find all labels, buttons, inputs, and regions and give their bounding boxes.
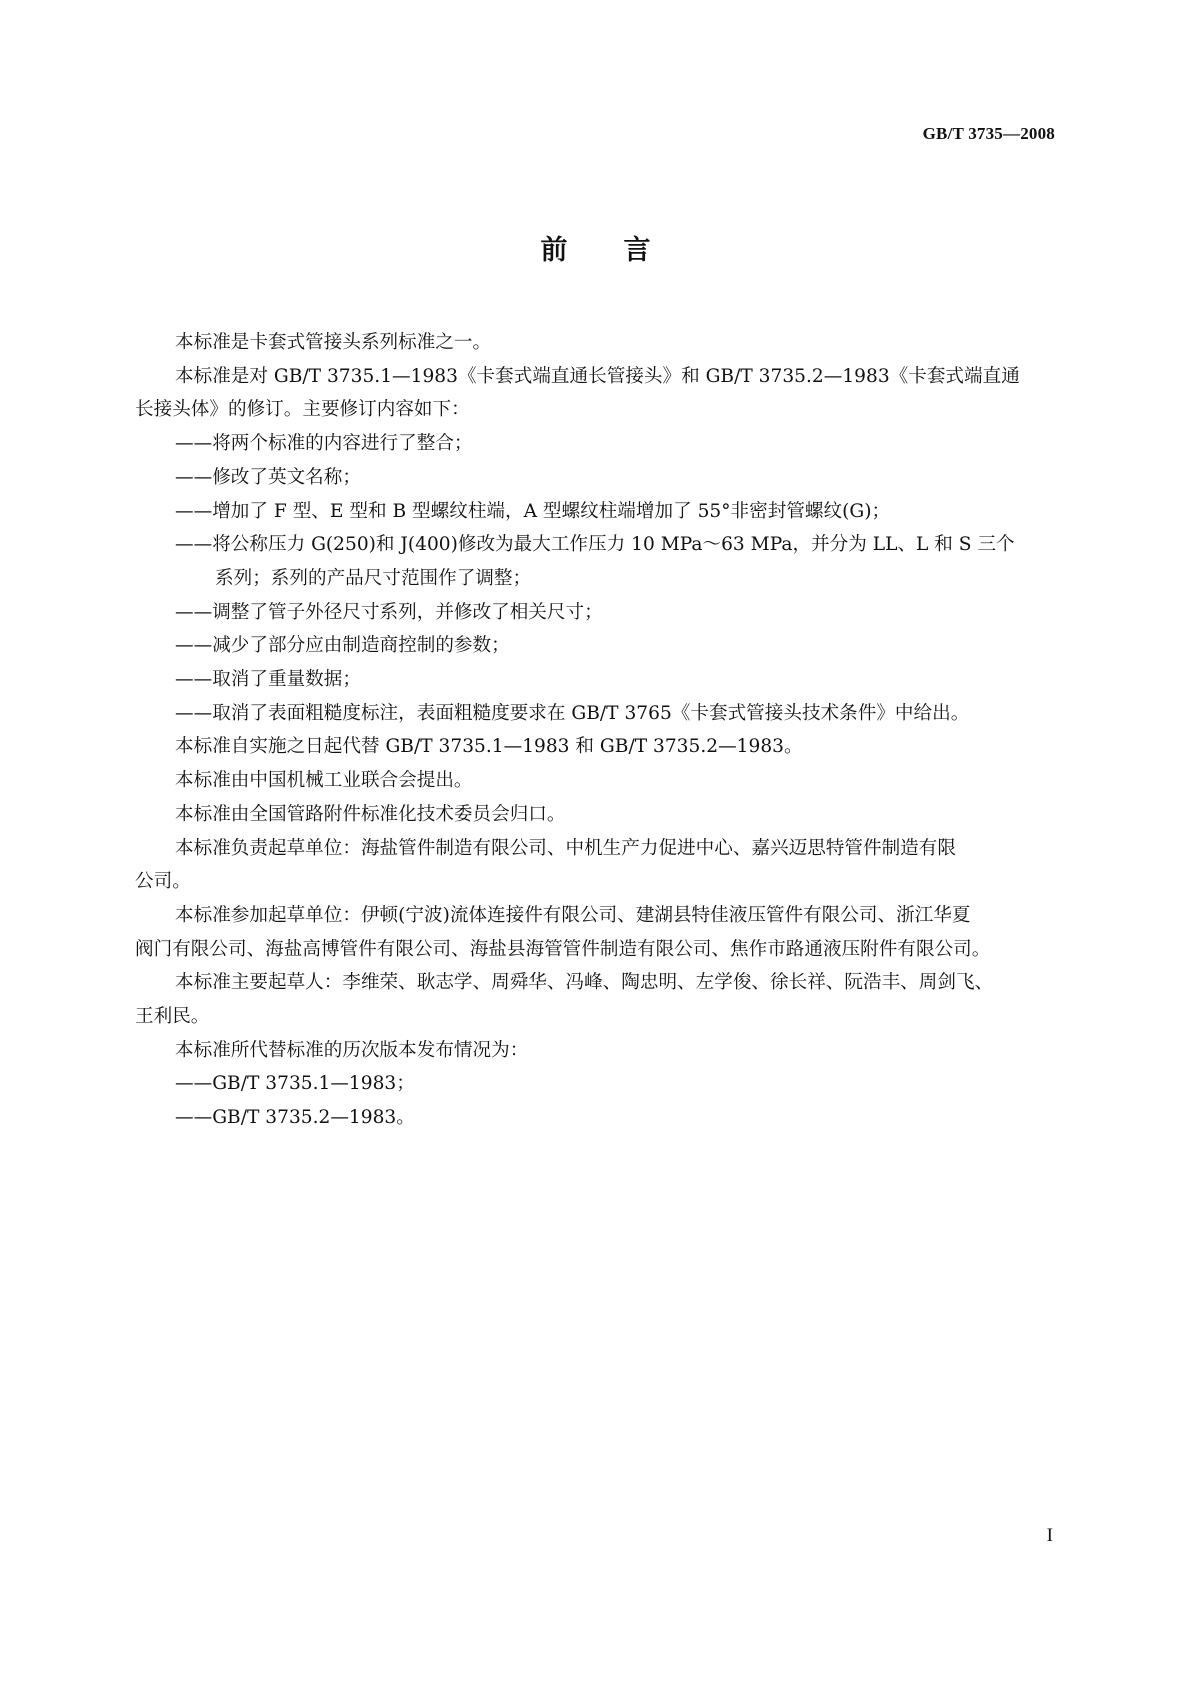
list-item: ——增加了 F 型、E 型和 B 型螺纹柱端，A 型螺纹柱端增加了 55°非密封管螺纹(G)； [175, 500, 891, 522]
list-item: ——修改了英文名称； [175, 466, 361, 488]
paragraph-line: 阀门有限公司、海盐高博管件有限公司、海盐县海管管件制造有限公司、焦作市路通液压附件有限公司。 [135, 938, 991, 960]
list-item: ——将公称压力 G(250)和 J(400)修改为最大工作压力 10 MPa～63 MPa，并分为 LL、L 和 S 三个 [175, 534, 1015, 556]
list-item-continuation: 系列；系列的产品尺寸范围作了调整； [215, 567, 532, 589]
page-number: I [1046, 1525, 1053, 1546]
paragraph-line: 本标准所代替标准的历次版本发布情况为： [175, 1039, 529, 1061]
list-item: ——GB/T 3735.1—1983； [175, 1073, 415, 1095]
list-item: ——调整了管子外径尺寸系列，并修改了相关尺寸； [175, 601, 603, 623]
paragraph-line: 本标准主要起草人：李维荣、耿志学、周舜华、冯峰、陶忠明、左学俊、徐长祥、阮浩丰、周剑飞、 [175, 972, 994, 994]
paragraph-line: 本标准是对 GB/T 3735.1—1983《卡套式端直通长管接头》和 GB/T 3735.2—1983《卡套式端直通 [175, 365, 1020, 387]
paragraph-line: 公司。 [135, 871, 191, 893]
standard-code: GB/T 3735—2008 [922, 124, 1055, 143]
paragraph-line: 本标准是卡套式管接头系列标准之一。 [175, 332, 492, 353]
paragraph-line: 本标准参加起草单位：伊顿(宁波)流体连接件有限公司、建湖县特佳液压管件有限公司、浙江华夏 [175, 904, 971, 926]
foreword-body [135, 326, 1059, 1135]
paragraph-line: 本标准由中国机械工业联合会提出。 [175, 770, 473, 792]
paragraph-line: 长接头体》的修订。主要修订内容如下： [135, 399, 470, 421]
list-item: ——取消了重量数据； [175, 669, 361, 691]
paragraph-line: 本标准负责起草单位：海盐管件制造有限公司、中机生产力促进中心、嘉兴迈思特管件制造有限 [175, 837, 956, 859]
paragraph-line: 本标准由全国管路附件标准化技术委员会归口。 [175, 803, 566, 825]
list-item: ——将两个标准的内容进行了整合； [175, 433, 473, 455]
list-item: ——减少了部分应由制造商控制的参数； [175, 635, 510, 657]
list-item: ——GB/T 3735.2—1983。 [175, 1107, 415, 1129]
page-title: 前言 [540, 235, 707, 266]
paragraph-line: 本标准自实施之日起代替 GB/T 3735.1—1983 和 GB/T 3735.2—1983。 [175, 736, 803, 758]
list-item: ——取消了表面粗糙度标注，表面粗糙度要求在 GB/T 3765《卡套式管接头技术条件》中给出。 [175, 702, 970, 724]
paragraph-line: 王利民。 [135, 1006, 210, 1028]
